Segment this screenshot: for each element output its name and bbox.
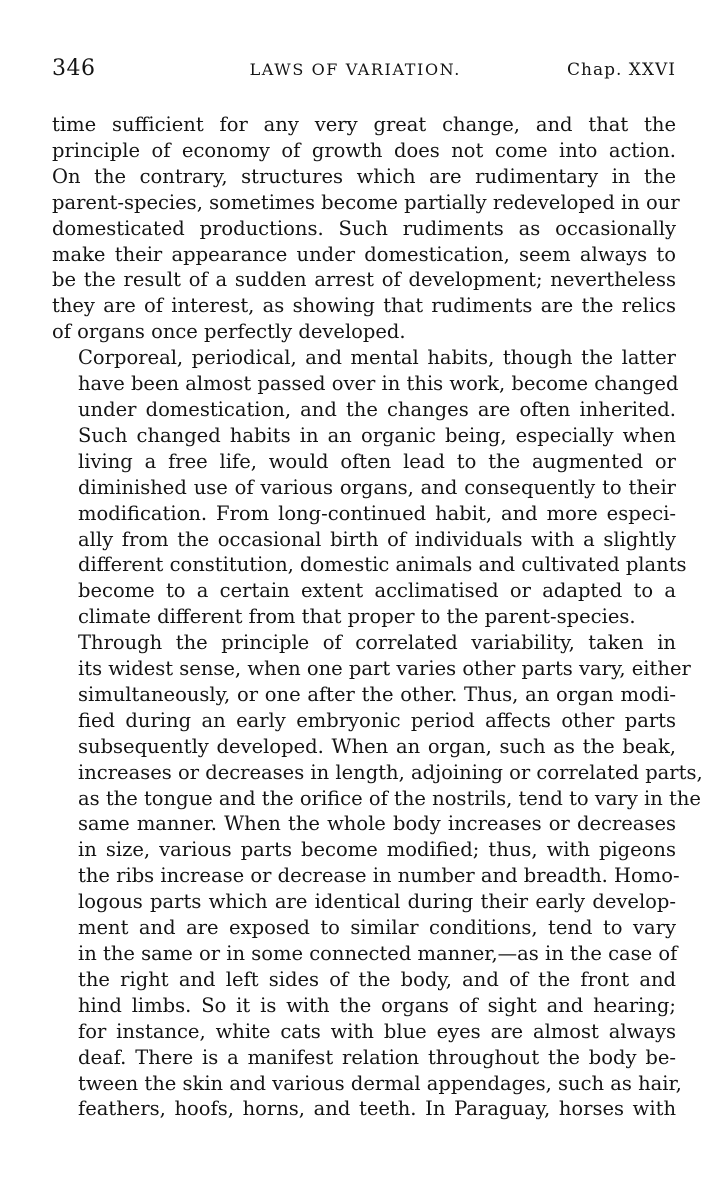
text-line: hind limbs. So it is with the organs of sight and hearing; (78, 993, 676, 1017)
paragraph-3 (52, 630, 703, 1122)
text-line: the right and left sides of the body, and of the front and (78, 967, 676, 991)
text-line: for instance, white cats with blue eyes are almost always (78, 1019, 676, 1043)
text-line: fied during an early embryonic period affects other parts (78, 708, 676, 732)
text-line: domesticated productions. Such rudiments as occasionally (52, 216, 676, 240)
text-line: ally from the occasional birth of individuals with a slightly (78, 527, 676, 551)
text-line: simultaneously, or one after the other. Thus, an organ modi- (78, 682, 676, 706)
text-line: modification. From long-continued habit, and more especi- (78, 501, 676, 525)
text-line: be the result of a sudden arrest of development; nevertheless (52, 268, 676, 292)
text-line: they are of interest, as showing that rudiments are the relics (52, 294, 676, 318)
paragraph-2 (52, 345, 687, 630)
text-line: parent-species, sometimes become partially redeveloped in our (52, 190, 680, 214)
text-line: the ribs increase or decrease in number and breadth. Homo- (78, 864, 680, 888)
chapter-reference: Chap. XXVI (567, 60, 676, 80)
book-page (52, 56, 703, 1122)
running-title: LAWS OF VARIATION. (249, 60, 461, 79)
text-line: ment and are exposed to similar conditions, tend to vary (78, 916, 676, 940)
text-line: feathers, hoofs, horns, and teeth. In Paraguay, horses with (78, 1097, 676, 1121)
body-text (52, 112, 703, 1122)
paragraph-1 (52, 112, 680, 345)
text-line: tween the skin and various dermal appendages, such as hair, (78, 1071, 682, 1095)
text-line: principle of economy of growth does not come into action. (52, 138, 676, 162)
text-line: under domestication, and the changes are often inherited. (78, 397, 676, 421)
text-line: Corporeal, periodical, and mental habits, though the latter (78, 346, 676, 370)
text-line: its widest sense, when one part varies other parts vary, either (78, 657, 691, 681)
text-line: make their appearance under domestication, seem always to (52, 242, 676, 266)
text-line: different constitution, domestic animals and cultivated plants (78, 553, 687, 577)
text-line: climate different from that proper to the parent-species. (78, 605, 636, 629)
page-number: 346 (52, 56, 96, 81)
text-line: diminished use of various organs, and consequently to their (78, 475, 676, 499)
text-line: increases or decreases in length, adjoining or correlated parts, (78, 760, 703, 784)
text-line: in the same or in some connected manner,—as in the case of (78, 942, 678, 965)
text-line: subsequently developed. When an organ, such as the beak, (78, 734, 676, 758)
text-line: On the contrary, structures which are rudimentary in the (52, 164, 676, 188)
text-line: same manner. When the whole body increases or decreases (78, 812, 676, 836)
text-line: time sufficient for any very great change, and that the (52, 113, 676, 136)
text-line: as the tongue and the orifice of the nostrils, tend to vary in the (78, 786, 701, 810)
text-line: logous parts which are identical during their early develop- (78, 890, 676, 914)
text-line: of organs once perfectly developed. (52, 320, 406, 344)
text-line: have been almost passed over in this work, become changed (78, 372, 679, 396)
text-line: Such changed habits in an organic being, especially when (78, 423, 676, 447)
text-line: in size, various parts become modified; thus, with pigeons (78, 838, 676, 862)
running-head (52, 56, 676, 90)
text-line: Through the principle of correlated variability, taken in (78, 631, 676, 655)
text-line: living a free life, would often lead to the augmented or (78, 449, 676, 473)
text-line: become to a certain extent acclimatised or adapted to a (78, 579, 676, 603)
text-line: deaf. There is a manifest relation throughout the body be- (78, 1045, 676, 1069)
